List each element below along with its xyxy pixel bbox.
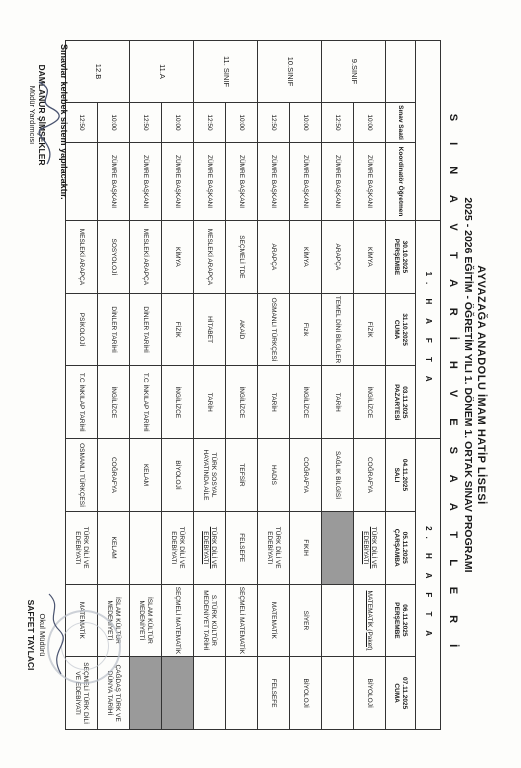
coordinator-cell: ZÜMRE BAŞKANI [354,143,386,221]
exam-time-cell: 10:00 [226,103,258,143]
exam-subject-cell [290,366,322,439]
exam-subject: İSLAM KÜLTÜR MEDENİYETİ [138,596,153,644]
exam-subject-cell [130,366,162,439]
exam-subject-cell [194,293,226,366]
exam-subject: TARİH [206,392,214,412]
program-title: 2025 - 2026 EĞİTİM - ÖĞRETİM YILI 1. DÖNEM 1. ORTAK SINAV PROGRAMI [462,197,474,573]
exam-subject: S.TÜRK KÜLTÜR MEDENİYET TARİHİ [202,590,217,651]
class-label: 11.A [130,41,194,103]
exam-subject: MESLEKİ ARAPÇA [142,228,150,286]
deputy-role: Müdür Yardımcısı [28,85,37,145]
deputy-signature-block [28,40,53,190]
coordinator-cell: ZÜMRE BAŞKANI [130,143,162,221]
exam-subject: TÜRK DİLİ VE EDEBİYATI [266,526,281,569]
exam-time-cell: 12:50 [66,103,98,143]
exam-subject: PSİKOLOJİ [78,312,86,347]
day-date: 06.11.2025 [400,604,408,637]
exam-subject-cell [66,293,98,366]
exam-subject-cell [98,511,130,584]
exam-subject: DİNLER TARİHİ [142,306,150,353]
exam-subject-cell [194,439,226,512]
exam-subject: SİYER [302,610,310,631]
exam-subject: MESLEKİ ARAPÇA [206,228,214,286]
exam-subject: İNGİLİZCE [110,386,118,419]
exam-subject-cell [258,293,290,366]
exam-time-cell: 10:00 [162,103,194,143]
exam-subject: BİYOLOJİ [366,678,374,708]
day-name: CUMA [393,319,401,340]
exam-subject: ÇAĞDAŞ TÜRK VE DÜNYA TARİHİ [106,664,121,722]
exam-subject: TEMEL DİNİ BİLGİLER [334,295,342,364]
day-header-7 [386,657,416,730]
exam-subject-cell [354,221,386,294]
day-header-1 [386,221,416,294]
exam-time-cell: 12:50 [130,103,162,143]
exam-subject-cell [258,366,290,439]
exam-subject-cell [162,221,194,294]
exam-subject-cell [354,439,386,512]
exam-time-cell: 10:00 [98,103,130,143]
week-1-label: 1. H A F T A [416,221,441,439]
exam-subject-cell [194,657,226,730]
coordinator-cell: ZÜMRE BAŞKANI [162,143,194,221]
coordinator-cell: ZÜMRE BAŞKANI [258,143,290,221]
day-header-3 [386,366,416,439]
table-row [130,41,162,730]
schedule-caption: S I N A V T A R İ H V E S A A T L E R İ [447,113,459,657]
exam-subject-cell [354,511,386,584]
exam-subject-cell [226,511,258,584]
exam-subject: COĞRAFYA [366,456,374,493]
exam-subject-cell [226,366,258,439]
exam-subject-cell [322,221,354,294]
week-2-label: 2. H A F T A [416,439,441,730]
exam-subject: SOSYOLOJİ [110,238,118,276]
exam-subject-cell [130,511,162,584]
day-name: CUMA [393,683,401,703]
exam-subject-cell [322,584,354,657]
class-label: 11. SINIF [194,41,258,103]
exam-subject: SEÇMELİ TÜRK DİLİ VE EDEBİYATI [74,662,89,724]
exam-subject: T.C İNKILAP TARİHİ [142,372,150,432]
deputy-name: DAMLANUR ŞİMŞEKLER [37,64,47,166]
principal-signature-scribble [41,590,67,680]
exam-subject: SEÇMELİ MATEMATİK [174,586,182,655]
exam-subject: FELSEFE [270,678,278,708]
exam-subject: FİZİK [366,321,374,338]
day-name: PAZARTESİ [393,384,401,421]
exam-subject: İNGİLİZCE [302,386,310,419]
exam-subject-cell [162,366,194,439]
exam-subject: TARİH [334,392,342,412]
day-header-5 [386,511,416,584]
class-label: 12.B [66,41,130,103]
exam-subject: BİYOLOJİ [302,678,310,708]
exam-subject: AKAİD [238,319,246,340]
exam-subject-cell [162,584,194,657]
exam-subject-cell [66,221,98,294]
exam-subject-cell [354,293,386,366]
exam-subject: MESLEKİ ARAPÇA [78,228,86,286]
exam-subject-cell [66,511,98,584]
exam-subject: SEÇMELİ TDE [238,235,246,279]
exam-subject: TÜRK DİLİ VE EDEBİYATI [362,526,377,569]
exam-subject-cell [98,439,130,512]
exam-subject: MATEMATİK [270,601,278,639]
day-date: 04.11.2025 [400,458,408,492]
day-date: 03.11.2025 [400,386,408,419]
day-name: SALI [393,467,401,483]
day-date: 07.11.2025 [400,677,408,710]
coordinator-cell: ZÜMRE BAŞKANI [322,143,354,221]
coordinator-cell [66,143,98,221]
exam-subject: DİNLER TARİHİ [110,306,118,353]
exam-time-cell: 12:50 [194,103,226,143]
exam-subject-cell [162,439,194,512]
exam-subject: İNGİLİZCE [366,386,374,419]
day-header-4 [386,439,416,512]
blank-corner [416,41,441,221]
table-row [354,41,386,730]
coordinator-cell: ZÜMRE BAŞKANI [226,143,258,221]
day-header-2 [386,293,416,366]
exam-subject-cell [226,657,258,730]
exam-subject: KELAM [110,536,118,559]
exam-subject: HİTABET [206,316,214,344]
exam-subject: OSMANLI TÜRKÇESİ [78,443,86,507]
exam-subject: SEÇMELİ MATEMATİK [238,586,246,655]
exam-subject-cell [258,657,290,730]
principal-signature-block [26,560,61,710]
exam-subject-cell [130,657,162,730]
exam-subject-cell [130,439,162,512]
exam-subject-cell [194,584,226,657]
day-date: 31.10.2025 [400,313,408,346]
exam-subject: TÜRK DİLİ VE EDEBİYATI [202,526,217,569]
exam-subject: ARAPÇA [270,243,278,271]
exam-subject-cell [66,366,98,439]
exam-subject: TÜRK DİLİ VE EDEBİYATI [170,526,185,569]
exam-subject-cell [130,293,162,366]
exam-subject-cell [98,366,130,439]
exam-subject: COĞRAFYA [110,456,118,493]
exam-subject: TÜRK SOSYAL HAYATINDA AİLE [202,449,217,501]
exam-subject: TARİH [270,392,278,412]
exam-subject-cell [226,221,258,294]
exam-subject-cell [162,657,194,730]
exam-subject-cell [258,221,290,294]
table-row [162,41,194,730]
table-row [290,41,322,730]
coordinator-header: Koordinatör Öğretmen [386,143,416,221]
exam-subject: BİYOLOJİ [174,460,182,490]
exam-subject: HADİS [270,465,278,485]
exam-subject: OSMANLI TÜRKÇESİ [270,297,278,362]
exam-subject: KİMYA [302,247,310,267]
exam-subject-cell [290,221,322,294]
exam-subject-cell [322,511,354,584]
coordinator-cell: ZÜMRE BAŞKANI [194,143,226,221]
exam-subject: İSLAM KÜLTÜR MEDENİYETİ [106,596,121,644]
exam-subject-cell [258,439,290,512]
table-row [322,41,354,730]
exam-subject: MATEMATİK (Paket) [366,590,374,651]
exam-subject-cell [98,293,130,366]
exam-subject-cell [322,366,354,439]
exam-subject-cell [194,366,226,439]
exam-subject-cell [322,657,354,730]
exam-subject-cell [354,366,386,439]
exam-subject-cell [66,439,98,512]
exam-subject: İNGİLİZCE [174,386,182,419]
exam-subject: SAĞLIK BİLGİSİ [334,450,342,500]
exam-subject-cell [322,293,354,366]
exam-subject-cell [290,293,322,366]
exam-subject-cell [226,439,258,512]
exam-subject-cell [162,511,194,584]
butterfly-system-note: Sınavlar kelebek sistem yapılacaktır. [59,44,69,200]
exam-subject-cell [290,439,322,512]
exam-subject: TÜRK DİLİ VE EDEBİYATI [74,526,89,569]
deputy-signature-scribble [33,78,61,168]
coordinator-cell: ZÜMRE BAŞKANI [98,143,130,221]
class-label: 10.SINIF [258,41,322,103]
exam-time-cell: 12:50 [258,103,290,143]
exam-subject-cell [162,293,194,366]
exam-subject-cell [130,584,162,657]
day-date: 30.10.2025 [400,240,408,274]
day-name: ÇARŞAMBA [393,528,401,567]
school-name: AYVAZAĞA ANADOLU İMAM HATİP LİSESİ [475,265,487,505]
exam-subject: FELSEFE [238,533,246,563]
exam-subject-cell [130,221,162,294]
exam-subject: Fizik [302,322,310,337]
exam-subject: FIKIH [302,539,310,556]
exam-subject-cell [258,584,290,657]
exam-subject: COĞRAFYA [302,456,310,493]
exam-subject-cell [354,657,386,730]
table-row [258,41,290,730]
exam-subject-cell [194,221,226,294]
exam-subject-cell [194,511,226,584]
exam-subject: TEFSİR [238,463,246,487]
exam-subject: İNGİLİZCE [238,386,246,419]
exam-time-cell: 12:50 [322,103,354,143]
day-date: 05.11.2025 [400,531,408,564]
corner-empty [386,41,416,103]
schedule-table [65,40,441,730]
exam-subject: FİZİK [174,321,182,338]
exam-subject-cell [290,511,322,584]
exam-subject-cell [322,439,354,512]
exam-subject: KİMYA [366,247,374,267]
exam-subject-cell [98,221,130,294]
principal-name: SAFFET TAYLACI [26,599,36,671]
exam-time-cell: 10:00 [290,103,322,143]
exam-subject-cell [226,584,258,657]
exam-subject-cell [258,511,290,584]
day-name: PERŞEMBE [393,238,401,276]
exam-subject-cell [290,584,322,657]
principal-role: Okul Müdürü [38,613,47,657]
exam-subject: T.C İNKILAP TARİHİ [78,372,86,432]
exam-subject-cell [354,584,386,657]
exam-subject: KİMYA [174,247,182,267]
table-row [194,41,226,730]
exam-subject-cell [226,293,258,366]
table-row [226,41,258,730]
exam-subject-cell [290,657,322,730]
day-name: PERŞEMBE [393,602,401,639]
day-header-6 [386,584,416,657]
exam-subject: MATEMATİK [78,601,86,639]
exam-subject: KELAM [142,463,150,487]
exam-time-cell: 10:00 [354,103,386,143]
exam-subject: ARAPÇA [334,243,342,271]
coordinator-cell: ZÜMRE BAŞKANI [290,143,322,221]
exam-time-header: Sınav Saati [386,103,416,143]
class-label: 9.SINIF [322,41,386,103]
day-header-row [386,41,416,730]
